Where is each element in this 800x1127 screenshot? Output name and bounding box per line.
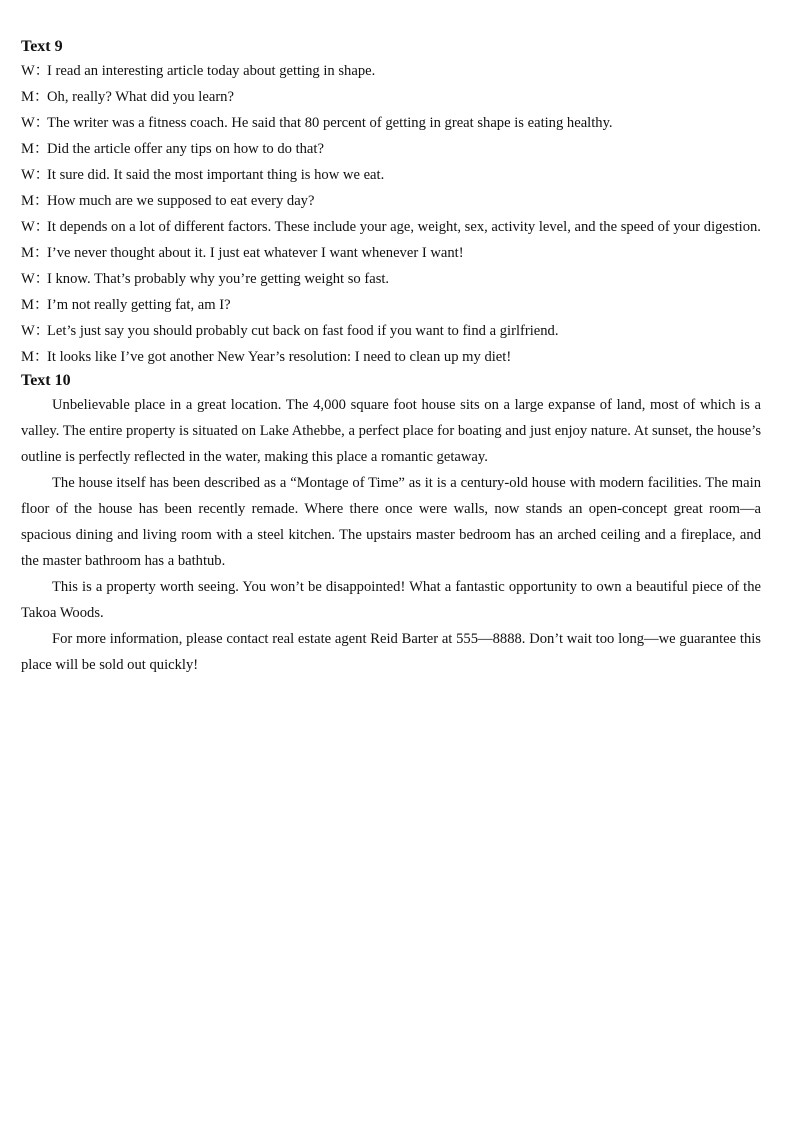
speaker-label: W： [21, 167, 50, 183]
paragraph: For more information, please contact real estate agent Reid Barter at 555—8888. Don’t wait too long—we guarantee this place will be sold out quickly! [21, 631, 761, 673]
speaker-label: M： [21, 89, 49, 105]
dialogue-line [21, 292, 761, 318]
speaker-label: M： [21, 141, 49, 157]
dialogue-line [21, 266, 761, 292]
dialogue-line [21, 110, 761, 136]
speaker-label: M： [21, 349, 49, 365]
speaker-label: M： [21, 193, 49, 209]
dialogue-line [21, 58, 761, 84]
text9-heading: Text 9 [21, 38, 63, 55]
text10-heading: Text 10 [21, 372, 71, 389]
dialogue-line [21, 136, 761, 162]
dialogue-text: Oh, really? What did you learn? [47, 89, 234, 105]
dialogue-line [21, 162, 761, 188]
speaker-label: M： [21, 297, 49, 313]
dialogue-text: The writer was a fitness coach. He said that 80 percent of getting in great shape is eating healthy. [47, 115, 613, 131]
dialogue-text: I read an interesting article today about getting in shape. [47, 63, 376, 79]
speaker-label: W： [21, 323, 50, 339]
dialogue-text: I’ve never thought about it. I just eat whatever I want whenever I want! [47, 245, 464, 261]
dialogue-line [21, 344, 761, 370]
speaker-label: M： [21, 245, 49, 261]
dialogue-line [21, 240, 761, 266]
dialogue-text: I know. That’s probably why you’re getting weight so fast. [47, 271, 390, 287]
dialogue-text: I’m not really getting fat, am I? [47, 297, 231, 313]
speaker-label: W： [21, 63, 50, 79]
speaker-label: W： [21, 219, 50, 235]
dialogue-line [21, 318, 761, 344]
dialogue-line [21, 188, 761, 214]
paragraph: This is a property worth seeing. You won’t be disappointed! What a fantastic opportunity to own a beautiful piece of the Takoa Woods. [21, 579, 761, 621]
dialogue-text: Let’s just say you should probably cut back on fast food if you want to find a girlfriend. [47, 323, 559, 339]
dialogue-text: It looks like I’ve got another New Year’s resolution: I need to clean up my diet! [47, 349, 512, 365]
paragraph: The house itself has been described as a “Montage of Time” as it is a century-old house with modern facilities. The main floor of the house has been recently remade. Where there once were walls, now stands an open-concept great room—a spacious dining and living room with a steel kitchen. The upstairs master bedroom has an arched ceiling and a fireplace, and the master bathroom has a bathtub. [21, 475, 761, 569]
dialogue-text: How much are we supposed to eat every day? [47, 193, 315, 209]
document-page [21, 36, 761, 678]
dialogue-line [21, 84, 761, 110]
paragraph: Unbelievable place in a great location. The 4,000 square foot house sits on a large expanse of land, most of which is a valley. The entire property is situated on Lake Athebbe, a perfect place for boating and just enjoy nature. At sunset, the house’s outline is perfectly reflected in the water, making this place a romantic getaway. [21, 397, 762, 465]
dialogue-text: It depends on a lot of different factors. These include your age, weight, sex, activity level, and the speed of your digestion. [47, 219, 761, 235]
dialogue-line [21, 214, 761, 240]
dialogue-text: It sure did. It said the most important thing is how we eat. [47, 167, 385, 183]
speaker-label: W： [21, 115, 50, 131]
speaker-label: W： [21, 271, 50, 287]
dialogue-text: Did the article offer any tips on how to do that? [47, 141, 324, 157]
